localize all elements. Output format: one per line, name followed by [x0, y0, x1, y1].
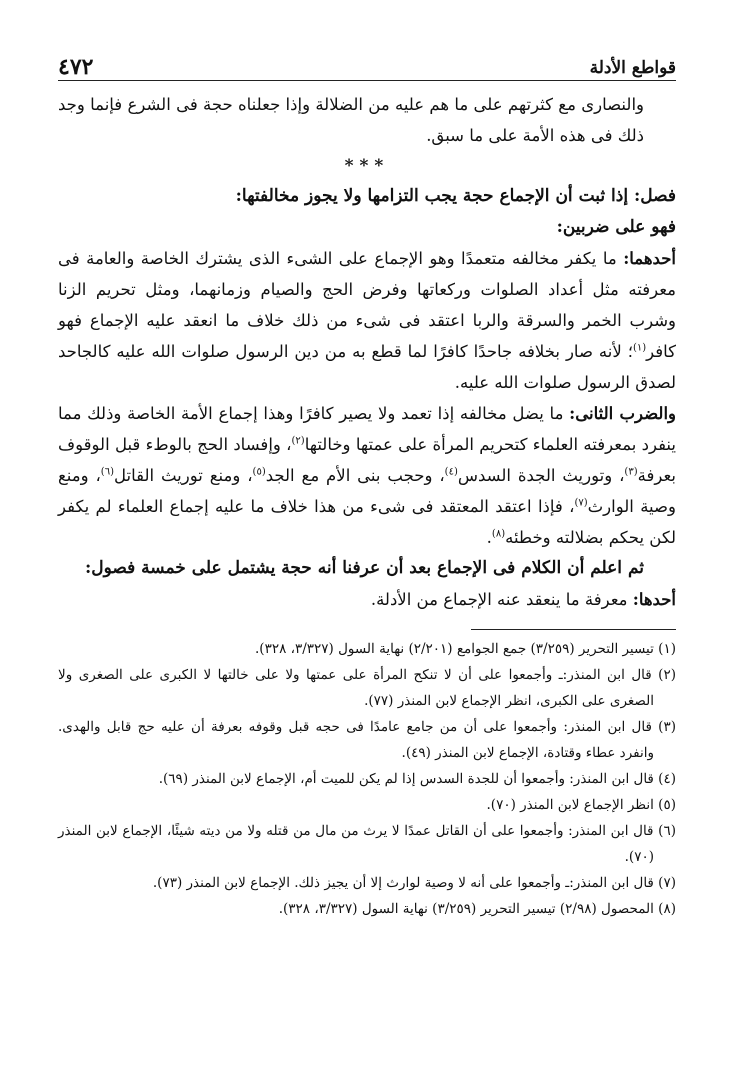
footnote: (٣) قال ابن المنذر: وأجمعوا على أن من جامع عامدًا فى حجه قبل وقوفه بعرفة أن عليه حج قابل والهدى. وانفرد عطاء وقتادة، الإجماع لابن المنذر (٤٩).	[58, 719, 676, 761]
footnote: (٨) المحصول (٢/٩٨) تيسير التحرير (٣/٢٥٩) نهاية السول (٣/٣٢٧، ٣٢٨).	[278, 901, 676, 917]
footnote-divider	[471, 629, 676, 630]
section-separator: ***	[344, 156, 390, 176]
paragraph-first-kind	[58, 243, 676, 398]
paragraph-lead: والضرب الثانى:	[569, 404, 676, 423]
paragraph-lead: أحدها:	[632, 590, 676, 609]
paragraph-text: .	[486, 528, 492, 547]
footnote-ref: (٨)	[491, 528, 506, 540]
chapters-intro: ثم اعلم أن الكلام فى الإجماع بعد أن عرفنا أنه حجة يشتمل على خمسة فصول:	[84, 558, 644, 578]
footnote: (٤) قال ابن المنذر: وأجمعوا أن للجدة السدس إذا لم يكن للميت أم، الإجماع لابن المنذر (٦٩).	[158, 771, 676, 787]
page-header	[58, 50, 676, 81]
section-heading: فصل: إذا ثبت أن الإجماع حجة يجب التزامها ولا يجوز مخالفتها:	[235, 186, 676, 206]
paragraph-text: ما يكفر مخالفه متعمدًا وهو الإجماع على الشىء الذى يشترك الخاصة والعامة فى معرفته مثل أعداد الصلوات وركعاتها وفرض الحج والصيام وزمانهما، ومثل تحريم الزنا وشرب الخمر والسرقة والربا اعتقد فى شىء من ذلك خلاف ما انعقد عليه الإجماع فهو كافر	[58, 249, 676, 361]
paragraph-text: ، وحجب بنى الأم مع الجد	[265, 466, 445, 485]
page-number: ٤٧٢	[58, 54, 94, 80]
main-text	[58, 89, 676, 615]
paragraph-continuation: والنصارى مع كثرتهم على ما هم عليه من الضلالة وإذا جعلناه حجة فى الشرع فإنما وجد ذلك فى هذه الأمة على ما سبق.	[58, 95, 644, 145]
paragraph-lead: أحدهما:	[623, 249, 676, 268]
footnotes	[58, 636, 676, 922]
paragraph-text: ، وإفساد الحج بالوطء قبل الوقوف بعرفة	[58, 435, 676, 485]
footnote: (٢) قال ابن المنذر:ـ وأجمعوا على أن لا تنكح المرأة على عمتها ولا على خالتها لا الكبرى على الصغرى ولا الصغرى على الكبرى، انظر الإجماع لابن المنذر (٧٧).	[58, 667, 676, 709]
footnote: (٧) قال ابن المنذر:ـ وأجمعوا على أنه لا وصية لوارث إلا أن يجيز ذلك. الإجماع لابن المنذر (٧٣).	[152, 875, 676, 891]
paragraph-text: ما يضل مخالفه إذا تعمد ولا يصير كافرًا وهذا إجماع الأمة الخاصة وذلك مما ينفرد بمعرفته العلماء كتحريم المرأة على عمتها وخالتها	[58, 404, 676, 454]
footnote-ref: (٢)	[291, 435, 305, 447]
paragraph-text: ، ومنع توريث القاتل	[113, 466, 253, 485]
paragraph-text: ، وتوريث الجدة السدس	[457, 466, 625, 485]
paragraph-text: ، فإذا اعتقد المعتقد فى شىء من هذا خلاف ما عليه إجماع العلماء لم يكفر لكن يحكم بضلالته وخطئه	[58, 497, 676, 547]
footnote-ref: (٦)	[100, 466, 114, 478]
paragraph-second-kind	[58, 398, 676, 553]
subheading: فهو على ضربين:	[556, 217, 676, 237]
footnote: (٦) قال ابن المنذر: وأجمعوا على أن القاتل عمدًا لا يرث من مال من قتله ولا من ديته شيئًا، الإجماع لابن المنذر (٧٠).	[58, 823, 676, 865]
footnote-ref: (٤)	[444, 466, 458, 478]
paragraph-text: ، ومنع وصية الوارث	[58, 466, 676, 516]
footnote: (٥) انظر الإجماع لابن المنذر (٧٠).	[486, 797, 676, 813]
footnote-ref: (١)	[632, 342, 647, 354]
running-title: قواطع الأدلة	[589, 58, 676, 78]
paragraph-first-chapter	[58, 584, 676, 615]
footnote: (١) تيسير التحرير (٣/٢٥٩) جمع الجوامع (٢/٢٠١) نهاية السول (٣/٣٢٧، ٣٢٨).	[255, 641, 676, 657]
paragraph-text: معرفة ما ينعقد عنه الإجماع من الأدلة.	[370, 590, 633, 609]
footnote-ref: (٥)	[252, 466, 266, 478]
footnote-ref: (٣)	[624, 466, 638, 478]
paragraph-text: ؛ لأنه صار بخلافه جاحدًا كافرًا لما قطع به من دين الرسول صلوات الله عليه كالجاحد لصدق الرسول صلوات الله عليه.	[58, 342, 676, 392]
footnote-ref: (٧)	[574, 497, 588, 509]
book-page	[58, 50, 676, 922]
